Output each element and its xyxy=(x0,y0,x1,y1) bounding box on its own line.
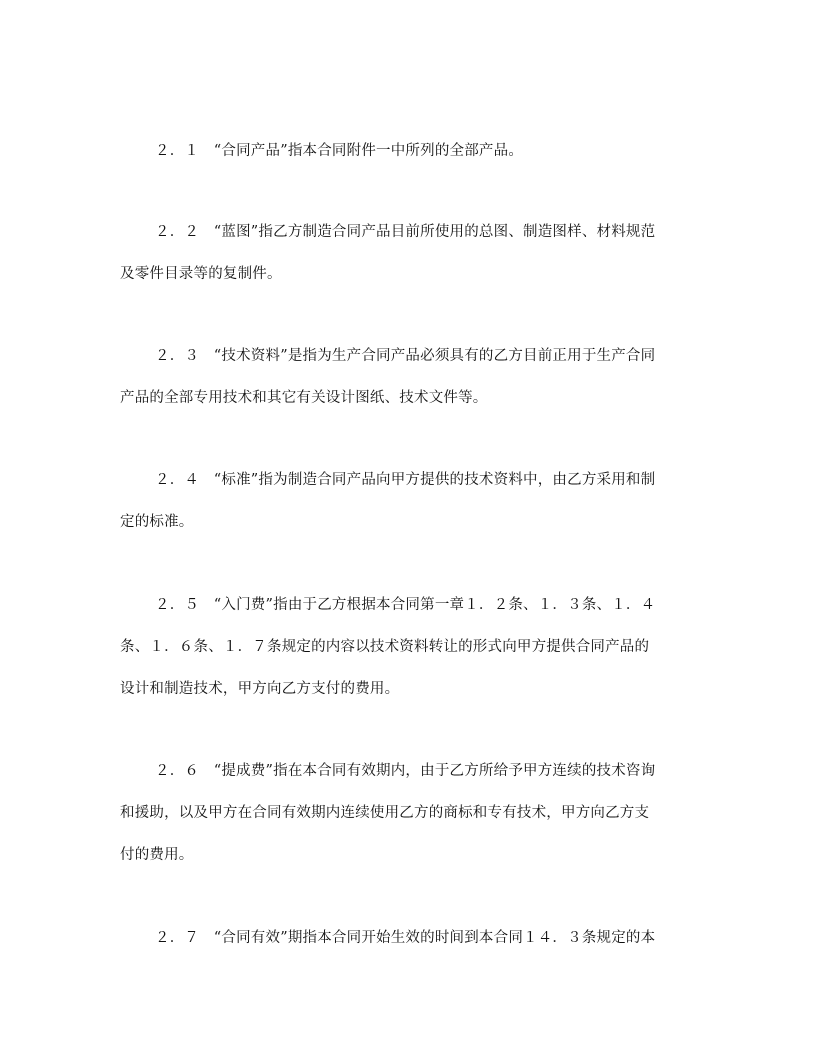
clause-2-2-line-1: ２．２ “蓝图”指乙方制造合同产品目前所使用的总图、制造图样、材料规范 xyxy=(155,224,656,240)
clause-2-5-line-2: 条、１．６条、１．７条规定的内容以技术资料转让的形式向甲方提供合同产品的 xyxy=(120,639,650,655)
clause-2-7-line-1: ２．７ “合同有效”期指本合同开始生效的时间到本合同１４．３条规定的本 xyxy=(155,930,656,946)
clause-2-5-line-3: 设计和制造技术，甲方向乙方支付的费用。 xyxy=(120,681,400,697)
clause-2-3-line-2: 产品的全部专用技术和其它有关设计图纸、技术文件等。 xyxy=(120,390,488,406)
clause-2-5-line-1: ２．５ “入门费”指由于乙方根据本合同第一章１．２条、１．３条、１．４ xyxy=(155,597,656,613)
clause-2-2-line-2: 及零件目录等的复制件。 xyxy=(120,266,282,282)
clause-2-6-line-3: 付的费用。 xyxy=(120,847,194,863)
clause-2-1-line-1: ２．１ “合同产品”指本合同附件一中所列的全部产品。 xyxy=(155,143,524,159)
clause-2-4-line-2: 定的标准。 xyxy=(120,514,194,530)
clause-2-3-line-1: ２．３ “技术资料”是指为生产合同产品必须具有的乙方目前正用于生产合同 xyxy=(155,348,656,364)
clause-2-6-line-1: ２．６ “提成费”指在本合同有效期内，由于乙方所给予甲方连续的技术咨询 xyxy=(155,763,656,779)
clause-2-4-line-1: ２．４ “标准”指为制造合同产品向甲方提供的技术资料中，由乙方采用和制 xyxy=(155,472,656,488)
clause-2-6-line-2: 和援助，以及甲方在合同有效期内连续使用乙方的商标和专有技术，甲方向乙方支 xyxy=(120,805,650,821)
